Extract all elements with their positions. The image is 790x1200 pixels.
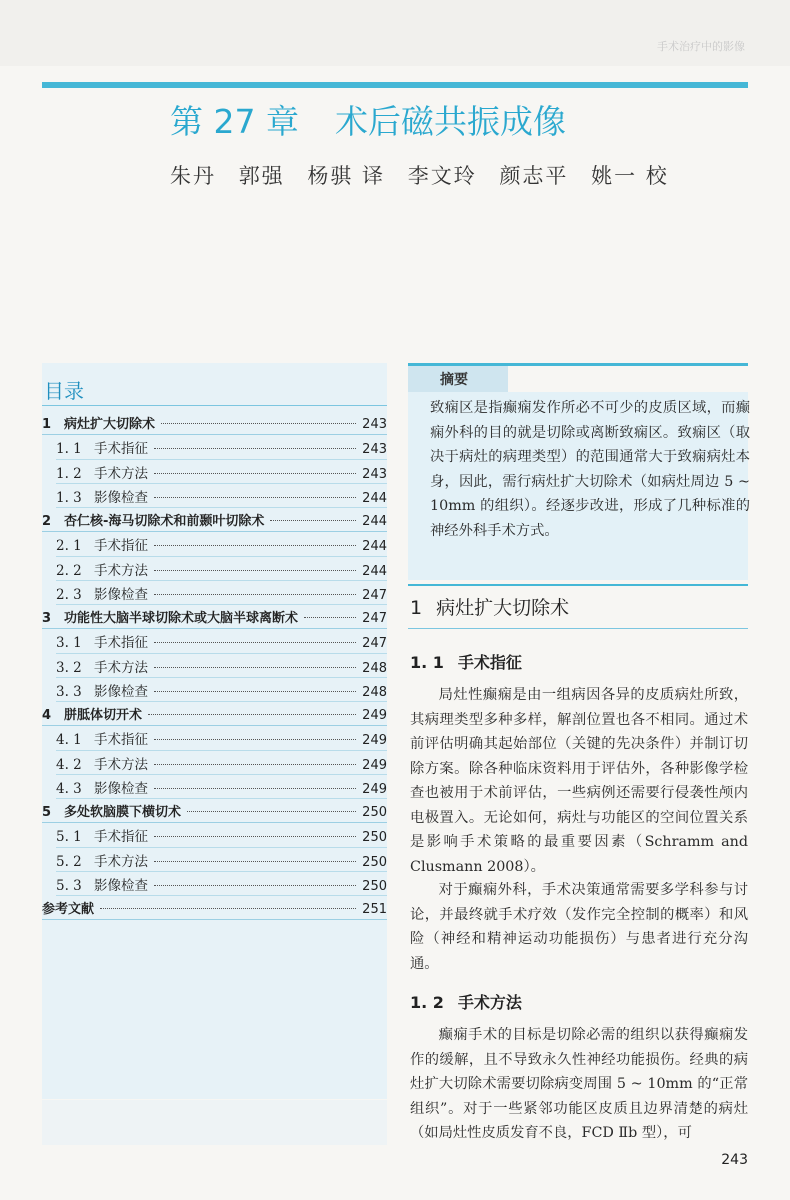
toc-entry-label: 影像检查 [94,683,148,700]
toc-entry-label: 手术指征 [94,635,148,652]
toc-entry-page: 243 [362,417,387,432]
toc-entry-label: 手术指征 [94,732,148,749]
toc-entry-label: 手术指征 [94,829,148,846]
toc-leader-dots [154,497,356,498]
author-line [170,160,683,190]
toc-entry-number: 1. 2 [56,465,82,482]
toc-entry-number: 1 [42,417,52,432]
toc-leader-dots [154,739,356,740]
toc-entry[interactable] [42,678,387,702]
toc-entry[interactable] [42,581,387,605]
toc-entry-label: 手术方法 [94,465,148,482]
toc-entry-number: 3 [42,611,52,626]
top-rule [42,82,748,88]
toc-leader-dots [161,423,356,424]
section-number: 1 [410,597,423,619]
toc-entry[interactable] [42,484,387,508]
author-5: 颜志平 [499,164,569,188]
toc-entry-label: 胼胝体切开术 [64,708,143,723]
toc-entry-label: 多处软脑膜下横切术 [64,805,182,820]
toc-leader-dots [154,642,356,643]
toc-entry-number: 4. 1 [56,732,82,749]
toc-leader-dots [154,594,356,595]
toc-entry-page: 250 [362,805,387,820]
toc-entry-label: 手术方法 [94,659,148,676]
toc-entry-label: 影像检查 [94,586,148,603]
toc-entry-number: 5. 3 [56,877,82,894]
toc-leader-dots [148,714,356,715]
toc-entry-label: 杏仁核-海马切除术和前颞叶切除术 [64,514,265,529]
toc-entry-number: 2. 1 [56,538,82,555]
toc-entry[interactable] [42,751,387,775]
toc-entry-page: 247 [362,587,387,603]
toc-entry[interactable] [42,557,387,581]
toc-entry-label: 参考文献 [42,902,95,917]
toc-leader-dots [154,788,356,789]
toc-entry[interactable] [42,702,387,726]
toc-entry-number: 2 [42,514,52,529]
toc-leader-dots [154,885,356,886]
chapter-title-text: 术后磁共振成像 [334,102,566,141]
toc-entry-page: 251 [362,902,387,917]
toc-entry-page: 244 [362,514,387,529]
toc-entry-page: 248 [362,684,387,700]
author-1: 朱丹 [170,164,216,188]
toc-entry-number: 4 [42,708,52,723]
paragraph-indications-2: 对于癫痫外科，手术决策通常需要多学科参与讨论，并最终就手术疗效（发作完全控制的概率）和风险（神经和精神运动功能损伤）与患者进行充分沟通。 [410,882,748,972]
author-3: 杨骐 译 [307,164,386,188]
toc-title: 目录 [44,379,84,403]
toc-entry-page: 244 [362,490,387,506]
toc-entry-label: 手术方法 [94,853,148,870]
toc-entry-number: 3. 3 [56,683,82,700]
running-head: 手术治疗中的影像 [657,40,745,53]
toc-entry-page: 249 [362,733,387,749]
author-4: 李文玲 [407,164,477,188]
toc-entry[interactable] [42,775,387,799]
toc-entry-page: 249 [362,757,387,773]
paragraph-indications-1: 局灶性癫痫是由一组病因各异的皮质病灶所致，其病理类型多种多样，解剖位置也各不相同。通过术前评估明确其起始部位（关键的先决条件）并制订切除方案。除各种临床资料用于评估外，各种影像学检查也被用于术前评估，一些病例还需要行侵袭性颅内电极置入。无论如何，病灶与功能区的空间位置关系是影响手术策略的最重要因素（Schramm and Clusmann 2008）。 [410,687,748,875]
toc-leader-dots [100,908,356,909]
toc-leader-dots [154,836,356,837]
toc-entry-page: 243 [362,442,387,458]
toc-leader-dots [270,520,356,521]
toc-entry-page: 250 [362,878,387,894]
toc-entry[interactable] [42,460,387,484]
author-2: 郭强 [238,164,285,188]
toc-entry[interactable] [42,532,387,556]
toc-leader-dots [154,473,356,474]
page-header-strip [0,0,790,66]
toc-entry-page: 243 [362,466,387,482]
section-heading [410,593,569,620]
toc-leader-dots [154,861,356,862]
toc-entry-page: 248 [362,660,387,676]
toc-leader-dots [154,764,356,765]
toc-divider [42,405,387,406]
subsection-title: 手术指征 [457,653,522,672]
toc-entry-page: 250 [362,854,387,870]
toc-entry[interactable] [42,726,387,750]
toc-entry-number: 1. 1 [56,441,82,458]
toc-entry[interactable] [42,896,387,920]
toc-entry-label: 影像检查 [94,489,148,506]
toc-leader-dots [154,448,356,449]
abstract-label: 摘要 [440,372,468,388]
toc-entry-number: 5 [42,805,52,820]
toc-list [42,411,387,920]
toc-entry[interactable] [42,629,387,653]
section-rule [408,628,748,629]
subsection-heading-indications [410,650,522,673]
toc-leader-dots [154,667,356,668]
toc-entry-label: 手术指征 [94,441,148,458]
subsection-title: 手术方法 [457,993,522,1012]
toc-entry[interactable] [42,823,387,847]
toc-leader-dots [304,617,356,618]
toc-entry-label: 病灶扩大切除术 [64,417,156,432]
toc-entry-number: 5. 1 [56,829,82,846]
toc-entry[interactable] [42,654,387,678]
toc-entry-label: 影像检查 [94,877,148,894]
toc-bleed-through [42,1100,387,1145]
toc-entry-page: 244 [362,539,387,555]
toc-entry[interactable] [42,848,387,872]
toc-entry-label: 功能性大脑半球切除术或大脑半球离断术 [64,611,299,626]
toc-leader-dots [154,570,356,571]
toc-entry-page: 244 [362,563,387,579]
toc-entry-number: 1. 3 [56,489,82,506]
toc-entry[interactable] [42,605,387,629]
toc-entry[interactable] [42,435,387,459]
section-title: 病灶扩大切除术 [436,597,570,619]
toc-entry-number: 4. 3 [56,780,82,797]
toc-entry-number: 3. 2 [56,659,82,676]
toc-entry-number: 5. 2 [56,853,82,870]
author-6: 姚一 校 [591,164,669,188]
toc-entry-page: 249 [362,708,387,723]
toc-entry[interactable] [42,872,387,896]
toc-entry-label: 手术方法 [94,562,148,579]
chapter-title [170,96,566,143]
paragraph-method-1: 癫痫手术的目标是切除必需的组织以获得癫痫发作的缓解，且不导致永久性神经功能损伤。经典的病灶扩大切除术需要切除病变周围 5 ~ 10mm 的“正常组织”。对于一些紧邻功能区皮质且边界清楚的病灶（如局灶性皮质发育不良，FCD Ⅱb 型），可 [410,1027,748,1141]
toc-entry-label: 影像检查 [94,780,148,797]
toc-entry[interactable] [42,799,387,823]
page-number: 243 [721,1152,748,1168]
toc-leader-dots [187,811,356,812]
abstract-text: 致痫区是指癫痫发作所必不可少的皮质区域，而癫痫外科的目的就是切除或离断致痫区。致痫区（取决于病灶的病理类型）的范围通常大于致痫病灶本身，因此，需行病灶扩大切除术（如病灶周边 5 ~ 10mm 的组织）。经逐步改进，形成了几种标准的神经外科手术方式。 [430,400,750,539]
toc-entry-page: 250 [362,830,387,846]
toc-entry[interactable] [42,508,387,532]
toc-entry-number: 3. 1 [56,635,82,652]
toc-entry-page: 247 [362,611,387,626]
toc-entry-label: 手术指征 [94,538,148,555]
subsection-heading-method [410,990,522,1013]
toc-entry-number: 2. 3 [56,586,82,603]
subsection-number: 1. 2 [410,993,444,1012]
toc-entry-label: 手术方法 [94,756,148,773]
toc-leader-dots [154,545,356,546]
toc-entry-number: 4. 2 [56,756,82,773]
toc-entry-page: 247 [362,636,387,652]
toc-entry[interactable] [42,411,387,435]
abstract-bottom-rule [408,584,748,586]
toc-entry-number: 2. 2 [56,562,82,579]
toc-leader-dots [154,691,356,692]
subsection-number: 1. 1 [410,653,444,672]
chapter-number: 第 27 章 [170,102,299,141]
toc-entry-page: 249 [362,781,387,797]
